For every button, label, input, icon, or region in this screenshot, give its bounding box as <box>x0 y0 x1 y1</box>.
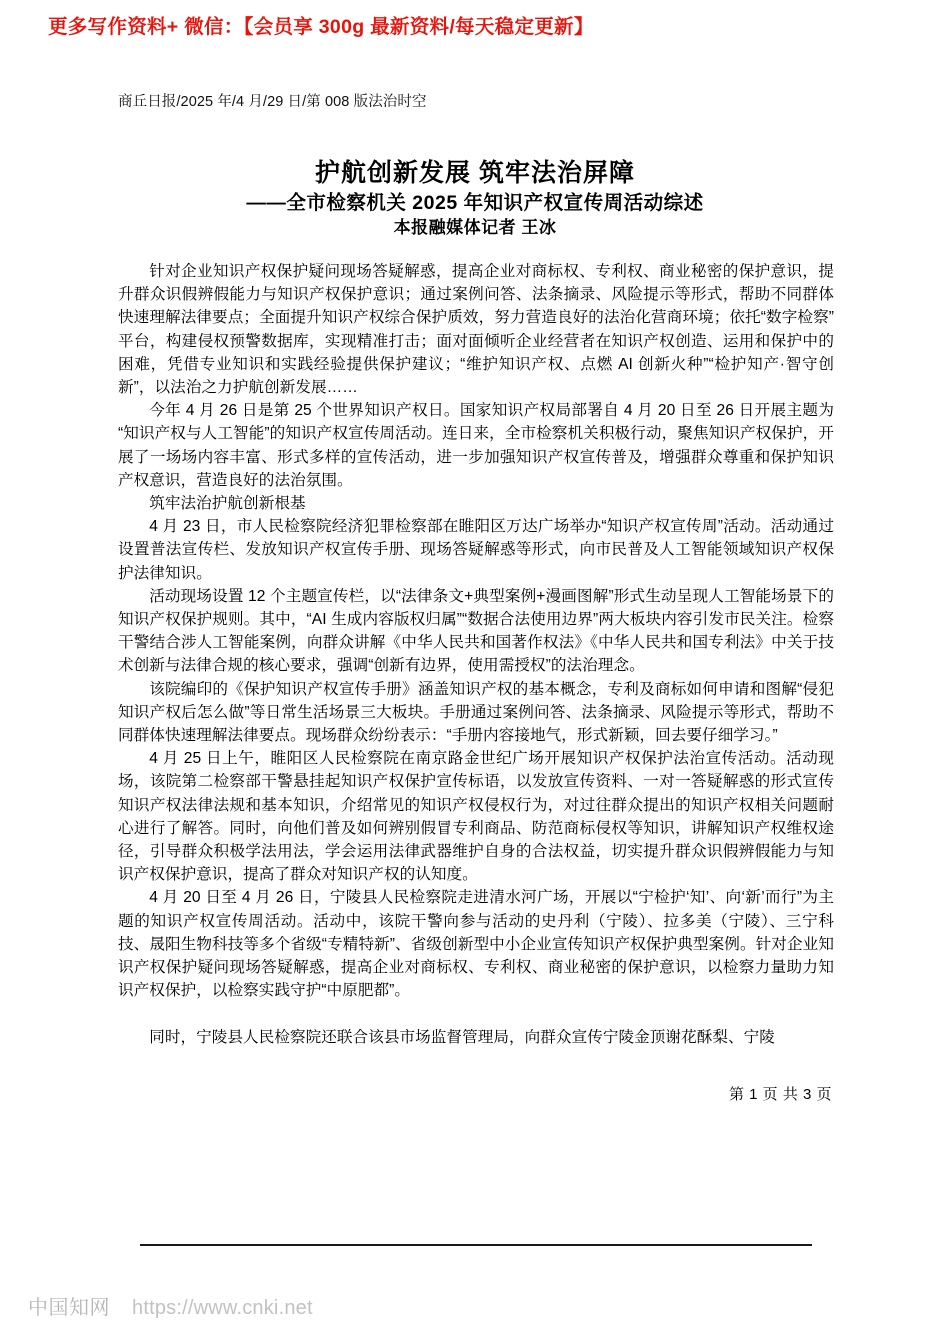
cnki-url-label: https://www.cnki.net <box>132 1297 313 1319</box>
article-body <box>118 260 834 1049</box>
byline: 本报融媒体记者 王冰 <box>393 218 557 237</box>
cnki-brand-label: 中国知网 <box>28 1297 110 1319</box>
article-paragraph: 今年 4 月 26 日是第 25 个世界知识产权日。国家知识产权局部署自 4 月 20 日至 26 日开展主题为“知识产权与人工智能”的知识产权宣传周活动。连日来，全市检察机关积极行动，聚焦知识产权保护，开展了一场场内容丰富、形式多样的宣传活动，进一步加强知识产权宣传普及，增强群众尊重和保护知识产权意识，营造良好的法治氛围。 <box>118 402 834 489</box>
article-paragraph: 4 月 23 日，市人民检察院经济犯罪检察部在睢阳区万达广场举办“知识产权宣传周”活动。活动通过设置普法宣传栏、发放知识产权宣传手册、现场答疑解惑等形式，向市民普及人工智能领域知识产权保护法律知识。 <box>118 518 834 582</box>
page-subtitle: ——全市检察机关 2025 年知识产权宣传周活动综述 <box>246 192 704 215</box>
footer-divider <box>140 1244 812 1246</box>
article-section-heading: 筑牢法治护航创新根基 <box>149 495 306 513</box>
page-number: 第 1 页 共 3 页 <box>728 1086 832 1103</box>
page-title: 护航创新发展 筑牢法治屏障 <box>315 158 635 187</box>
article-paragraph: 4 月 25 日上午，睢阳区人民检察院在南京路金世纪广场开展知识产权保护法治宣传活动。活动现场，该院第二检察部干警悬挂起知识产权保护宣传标语，以发放宣传资料、一对一答疑解惑的形式宣传知识产权法律法规和基本知识，介绍常见的知识产权侵权行为，对过往群众提出的知识产权相关问题耐心进行了解答。同时，向他们普及如何辨别假冒专利商品、防范商标侵权等知识，讲解知识产权维权途径，引导群众积极学法用法，学会运用法律武器维护自身的合法权益，切实提升群众识假辨假能力与知识产权保护意识，提高了群众对知识产权的认知度。 <box>118 750 834 884</box>
article-paragraph: 同时，宁陵县人民检察院还联合该县市场监督管理局，向群众宣传宁陵金顶谢花酥梨、宁陵 <box>149 1028 775 1046</box>
promo-banner-text: 更多写作资料+ 微信：【会员享 300g 最新资料/每天稳定更新】 <box>48 16 594 38</box>
cnki-watermark <box>28 1295 313 1321</box>
article-paragraph: 4 月 20 日至 4 月 26 日，宁陵县人民检察院走进清水河广场，开展以“宁检护‘知’、向‘新’而行”为主题的知识产权宣传周活动。活动中，该院干警向参与活动的史丹利（宁陵）、拉多美（宁陵）、三宁科技、晟阳生物科技等多个省级“专精特新”、省级创新型中小企业宣传知识产权保护典型案例。针对企业知识产权保护疑问现场答疑解惑，提高企业对商标权、专利权、商业秘密的保护意识，以检察力量助力知识产权保护，以检察实践守护“中原肥都”。 <box>118 889 834 1000</box>
article-paragraph: 活动现场设置 12 个主题宣传栏，以“法律条文+典型案例+漫画图解”形式生动呈现人工智能场景下的知识产权保护规则。其中，“AI 生成内容版权归属”“数据合法使用边界”两大板块内容引发市民关注。检察干警结合涉人工智能案例，向群众讲解《中华人民共和国著作权法》《中华人民共和国专利法》中关于技术创新与法律合规的核心要求，强调“创新有边界，使用需授权”的法治理念。 <box>118 587 834 675</box>
publication-source-line: 商丘日报/2025 年/4 月/29 日/第 008 版法治时空 <box>118 94 427 110</box>
article-paragraph: 该院编印的《保护知识产权宣传手册》涵盖知识产权的基本概念，专利及商标如何申请和图解“侵犯知识产权后怎么做”等日常生活场景三大板块。手册通过案例问答、法条摘录、风险提示等形式，帮助不同群体快速理解法律要点。现场群众纷纷表示：“手册内容接地气，形式新颖，回去要仔细学习。” <box>118 680 834 745</box>
article-paragraph: 针对企业知识产权保护疑问现场答疑解惑，提高企业对商标权、专利权、商业秘密的保护意识，提升群众识假辨假能力与知识产权保护意识；通过案例问答、法条摘录、风险提示等形式，帮助不同群体快速理解法律要点；全面提升知识产权综合保护质效，努力营造良好的法治化营商环境；依托“数字检察”平台，构建侵权预警数据库，实现精准打击；面对面倾听企业经营者在知识产权创造、运用和保护中的困难，凭借专业知识和实践经验提供保护建议；“维护知识产权、点燃 AI 创新火种”“检护知产·智守创新”，以法治之力护航创新发展…… <box>118 263 834 397</box>
